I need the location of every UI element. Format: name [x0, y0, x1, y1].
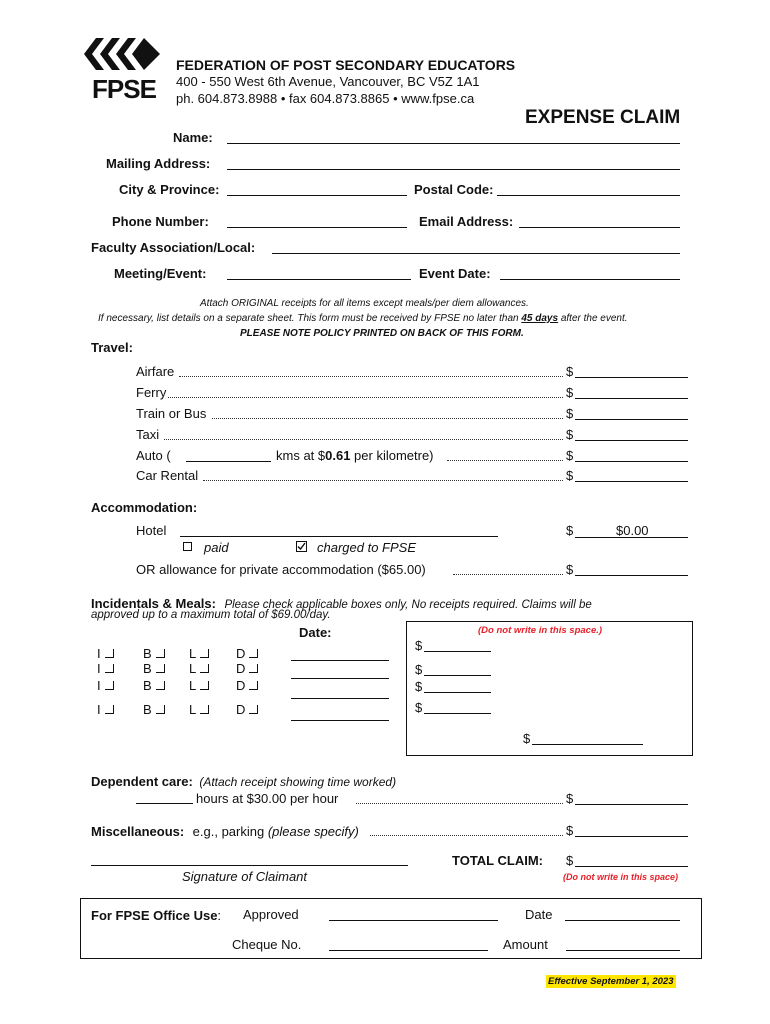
checkbox-icon: [200, 649, 209, 658]
day3-amount[interactable]: [424, 692, 491, 693]
instructions-line2-a: If necessary, list details on a separate sheet. This form must be received by FPSE no later than: [98, 313, 522, 324]
car-rental-amount[interactable]: [575, 481, 688, 482]
name-label: Name:: [173, 130, 213, 145]
name-field[interactable]: [227, 143, 680, 144]
office-use-colon: :: [217, 908, 222, 923]
meal-checkbox-b-4[interactable]: [143, 702, 165, 717]
office-use-heading: For FPSE Office Use: [91, 908, 218, 923]
checkbox-icon: [200, 681, 209, 690]
meal-checkbox-label: B: [143, 702, 152, 717]
meal-checkbox-i-1[interactable]: [97, 646, 114, 661]
meal-checkbox-d-1[interactable]: [236, 646, 258, 661]
ferry-amount[interactable]: [575, 398, 688, 399]
cheque-field[interactable]: [329, 950, 488, 951]
event-date-field[interactable]: [500, 279, 680, 280]
incidentals-do-not-write: (Do not write in this space.): [478, 625, 603, 636]
meal-checkbox-d-2[interactable]: [236, 661, 258, 676]
checkbox-icon: [249, 681, 258, 690]
total-claim-label: TOTAL CLAIM:: [452, 853, 543, 868]
meal-checkbox-label: B: [143, 661, 152, 676]
date-field-3[interactable]: [291, 698, 389, 699]
instructions-deadline: 45 days: [521, 313, 559, 324]
phone-field[interactable]: [227, 227, 407, 228]
allowance-leader: [453, 574, 563, 575]
cheque-label: Cheque No.: [232, 937, 302, 952]
day2-amount[interactable]: [424, 675, 491, 676]
postal-field[interactable]: [497, 195, 680, 196]
instructions-line2: [98, 313, 628, 324]
approved-label: Approved: [243, 907, 299, 922]
airfare-amount[interactable]: [575, 377, 688, 378]
instructions-line2-c: after the event.: [558, 313, 628, 324]
incidentals-heading: Incidentals & Meals:: [91, 596, 216, 611]
airfare-dollar: $: [566, 364, 574, 379]
meal-checkbox-label: L: [189, 646, 197, 661]
incidentals-note1: Please check applicable boxes only, No receipts required. Claims will be: [224, 599, 592, 611]
auto-label: Auto (: [136, 448, 171, 463]
checkbox-icon: [249, 649, 258, 658]
date-field-4[interactable]: [291, 720, 389, 721]
hotel-label: Hotel: [136, 523, 167, 538]
faculty-field[interactable]: [272, 253, 680, 254]
meal-checkbox-label: L: [189, 702, 197, 717]
misc-heading: Miscellaneous:: [91, 824, 185, 839]
accommodation-heading: Accommodation:: [91, 500, 198, 515]
misc-amount[interactable]: [575, 836, 688, 837]
dependent-leader: [356, 803, 563, 804]
day1-dollar: $: [415, 638, 423, 653]
allowance-amount[interactable]: [575, 575, 688, 576]
taxi-leader: [164, 439, 563, 440]
car-rental-dollar: $: [566, 468, 574, 483]
checkbox-icon: [105, 664, 114, 673]
mailing-label: Mailing Address:: [106, 156, 211, 171]
ferry-label: Ferry: [136, 385, 167, 400]
dependent-heading: Dependent care:: [91, 774, 193, 789]
checkbox-icon: [249, 705, 258, 714]
car-rental-leader: [203, 480, 563, 481]
day3-dollar: $: [415, 679, 423, 694]
meeting-field[interactable]: [227, 279, 411, 280]
meal-checkbox-l-2[interactable]: [189, 661, 209, 676]
city-label: City & Province:: [119, 182, 220, 197]
meeting-label: Meeting/Event:: [114, 266, 207, 281]
instructions-policy: PLEASE NOTE POLICY PRINTED ON BACK OF THIS FORM.: [240, 328, 524, 339]
signature-field[interactable]: [91, 865, 408, 866]
train-dollar: $: [566, 406, 574, 421]
taxi-label: Taxi: [136, 427, 160, 442]
checkbox-icon: [156, 664, 165, 673]
checkbox-icon: [249, 664, 258, 673]
form-title: EXPENSE CLAIM: [525, 107, 681, 128]
hotel-amount: $0.00: [616, 523, 649, 538]
misc-dollar: $: [566, 823, 574, 838]
auto-rate: 0.61: [325, 448, 351, 463]
meal-checkbox-l-3[interactable]: [189, 678, 209, 693]
dependent-row: [91, 773, 396, 791]
meal-checkbox-d-4[interactable]: [236, 702, 258, 717]
office-use-heading-row: [91, 907, 221, 925]
charged-checkbox[interactable]: [296, 541, 307, 552]
office-date-label: Date: [525, 907, 553, 922]
meal-checkbox-b-3[interactable]: [143, 678, 165, 693]
checkbox-icon: [105, 649, 114, 658]
total-do-not-write: (Do not write in this space): [563, 872, 679, 882]
date-field-2[interactable]: [291, 678, 389, 679]
meal-checkbox-d-3[interactable]: [236, 678, 258, 693]
meal-checkbox-label: I: [97, 661, 101, 676]
hotel-name-field[interactable]: [180, 536, 498, 537]
faculty-label: Faculty Association/Local:: [91, 240, 256, 255]
meal-checkbox-i-3[interactable]: [97, 678, 114, 693]
auto-leader: [447, 460, 563, 461]
train-label: Train or Bus: [136, 406, 207, 421]
misc-row: [91, 823, 359, 841]
meal-checkbox-label: D: [236, 661, 246, 676]
email-field[interactable]: [519, 227, 680, 228]
paid-label: paid: [204, 540, 229, 555]
phone-label: Phone Number:: [112, 214, 209, 229]
misc-leader: [370, 835, 563, 836]
dependent-hours-label: hours at $30.00 per hour: [196, 791, 339, 806]
incidentals-total-amount[interactable]: [532, 744, 643, 745]
instructions-line1: Attach ORIGINAL receipts for all items except meals/per diem allowances.: [200, 298, 529, 309]
effective-date-badge: Effective September 1, 2023: [548, 976, 674, 987]
auto-per-km: per kilometre): [350, 448, 434, 463]
travel-heading: Travel:: [91, 340, 133, 355]
ferry-dollar: $: [566, 385, 574, 400]
incidentals-note2: approved up to a maximum total of $69.00/day.: [91, 609, 331, 621]
meal-checkbox-label: D: [236, 678, 246, 693]
org-name: FEDERATION OF POST SECONDARY EDUCATORS: [176, 57, 516, 73]
total-dollar: $: [566, 853, 574, 868]
checkmark-icon: [296, 541, 307, 552]
day1-amount[interactable]: [424, 651, 491, 652]
airfare-leader: [179, 376, 563, 377]
checkbox-icon: [200, 705, 209, 714]
meal-checkbox-label: B: [143, 678, 152, 693]
auto-kms-at: kms at $: [276, 448, 326, 463]
mailing-field[interactable]: [227, 169, 680, 170]
checkbox-icon: [156, 681, 165, 690]
total-amount[interactable]: [575, 866, 688, 867]
fpse-logo-mark: [84, 36, 164, 72]
logo-wordmark: FPSE: [92, 74, 156, 104]
train-amount[interactable]: [575, 419, 688, 420]
paid-checkbox[interactable]: [183, 542, 192, 551]
meal-checkbox-label: D: [236, 702, 246, 717]
checkbox-icon: [156, 705, 165, 714]
incidentals-total-dollar: $: [523, 731, 531, 746]
auto-amount[interactable]: [575, 461, 688, 462]
meal-checkbox-l-1[interactable]: [189, 646, 209, 661]
office-amount-field[interactable]: [566, 950, 680, 951]
auto-dollar: $: [566, 448, 574, 463]
checkbox-icon: [105, 681, 114, 690]
postal-label: Postal Code:: [414, 182, 494, 197]
meal-checkbox-label: D: [236, 646, 246, 661]
allowance-dollar: $: [566, 562, 574, 577]
misc-note-a: e.g., parking: [192, 824, 268, 839]
meal-checkbox-label: I: [97, 678, 101, 693]
org-address: 400 - 550 West 6th Avenue, Vancouver, BC V5Z 1A1: [176, 74, 480, 89]
train-leader: [212, 418, 563, 419]
hotel-dollar: $: [566, 523, 574, 538]
car-rental-label: Car Rental: [136, 468, 199, 483]
meal-checkbox-label: I: [97, 702, 101, 717]
dependent-note: (Attach receipt showing time worked): [199, 775, 397, 789]
city-field[interactable]: [227, 195, 407, 196]
meal-checkbox-i-4[interactable]: [97, 702, 114, 717]
email-label: Email Address:: [419, 214, 514, 229]
approved-field[interactable]: [329, 920, 498, 921]
meal-checkbox-l-4[interactable]: [189, 702, 209, 717]
meal-checkbox-b-2[interactable]: [143, 661, 165, 676]
charged-label: charged to FPSE: [317, 540, 416, 555]
taxi-amount[interactable]: [575, 440, 688, 441]
meal-checkbox-label: I: [97, 646, 101, 661]
meal-checkbox-label: L: [189, 678, 197, 693]
checkbox-icon: [200, 664, 209, 673]
allowance-label: OR allowance for private accommodation ($65.00): [136, 562, 426, 577]
dependent-hours-field[interactable]: [136, 803, 193, 804]
day2-dollar: $: [415, 662, 423, 677]
dependent-dollar: $: [566, 791, 574, 806]
date-field-1[interactable]: [291, 660, 389, 661]
meal-checkbox-label: L: [189, 661, 197, 676]
misc-note-b: (please specify): [267, 824, 359, 839]
office-date-field[interactable]: [565, 920, 680, 921]
meal-checkbox-label: B: [143, 646, 152, 661]
dependent-amount[interactable]: [575, 804, 688, 805]
checkbox-icon: [156, 649, 165, 658]
office-amount-label: Amount: [503, 937, 548, 952]
ferry-leader: [168, 397, 563, 398]
taxi-dollar: $: [566, 427, 574, 442]
day4-amount[interactable]: [424, 713, 491, 714]
fpse-logo: [84, 36, 164, 102]
auto-rate-text: [276, 448, 434, 463]
day4-dollar: $: [415, 700, 423, 715]
incidentals-date-label: Date:: [299, 625, 332, 640]
airfare-label: Airfare: [136, 364, 175, 379]
auto-km-field[interactable]: [186, 461, 271, 462]
org-contact: ph. 604.873.8988 • fax 604.873.8865 • www.fpse.ca: [176, 91, 475, 106]
meal-checkbox-i-2[interactable]: [97, 661, 114, 676]
office-only-box: [406, 621, 693, 756]
event-date-label: Event Date:: [419, 266, 491, 281]
meal-checkbox-b-1[interactable]: [143, 646, 165, 661]
signature-label: Signature of Claimant: [182, 869, 308, 884]
checkbox-icon: [105, 705, 114, 714]
